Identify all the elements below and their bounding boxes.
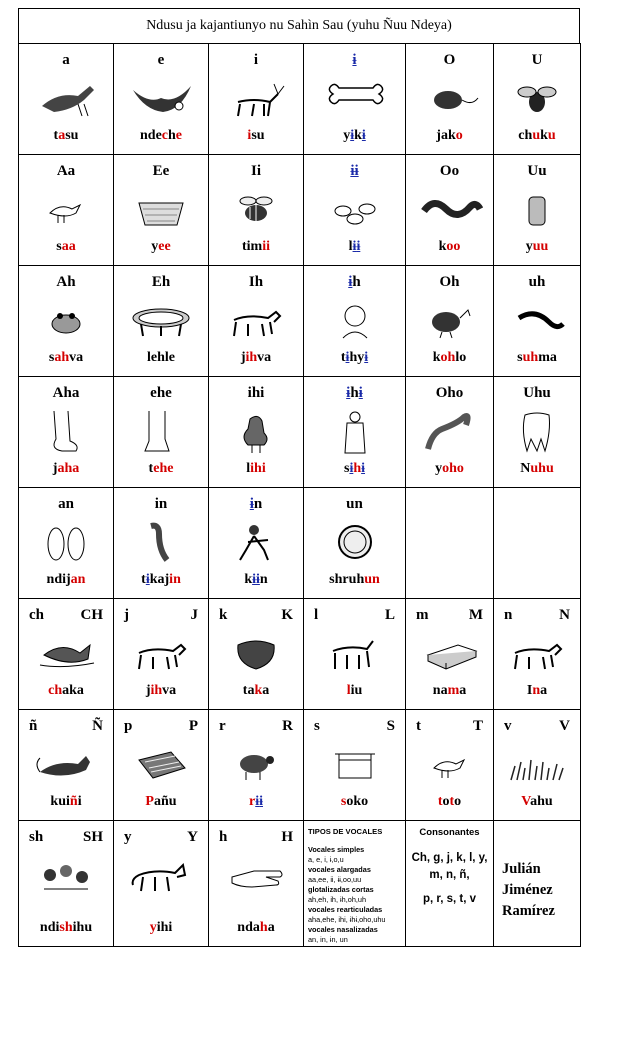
- consonants-title: Consonantes: [419, 827, 480, 838]
- vowel-heading: Aa: [56, 163, 76, 179]
- letter-cell: [494, 266, 581, 377]
- worm-icon: [128, 520, 194, 566]
- deer-icon: [223, 76, 289, 122]
- letter-cell: [19, 44, 114, 155]
- letter-cell: [406, 44, 494, 155]
- vowel-heading: i: [253, 52, 259, 68]
- example-word: ndijan: [46, 572, 86, 587]
- letter-cell: [19, 266, 114, 377]
- example-word: chaka: [48, 683, 84, 698]
- letter-cell: [494, 488, 581, 599]
- lowercase-letter: ñ: [29, 718, 38, 734]
- consonants-cell: [406, 821, 494, 947]
- letter-cell: [304, 266, 406, 377]
- letter-cell: [304, 155, 406, 266]
- lowercase-letter: sh: [29, 829, 44, 845]
- uppercase-letter: J: [190, 607, 198, 623]
- letter-cell: [209, 266, 304, 377]
- example-word: ndeche: [139, 128, 183, 143]
- example-word: jihva: [240, 350, 272, 365]
- consonant-heading: [209, 829, 303, 846]
- example-word: ndishihu: [39, 920, 93, 935]
- fly-icon: [504, 76, 570, 122]
- alphabet-row: [19, 821, 581, 947]
- uppercase-letter: Y: [187, 829, 198, 845]
- mouse-icon: [417, 76, 483, 122]
- example-word: yee: [151, 239, 171, 254]
- example-word: Ina: [526, 683, 548, 698]
- consonants-legend: Consonantes Ch, g, j, k, l, y, m, n, ñ, p, r, s, t, v: [406, 827, 493, 908]
- consonant-heading: [19, 718, 113, 735]
- vowel-heading: ɨn: [249, 496, 263, 512]
- consonant-heading: [19, 607, 113, 624]
- vowel-heading: uh: [528, 274, 546, 290]
- letter-cell: [406, 488, 494, 599]
- lowercase-letter: v: [504, 718, 512, 734]
- uppercase-letter: S: [386, 718, 395, 734]
- example-word: lɨɨ: [348, 239, 361, 254]
- letter-cell: [209, 488, 304, 599]
- example-word: nama: [432, 683, 467, 698]
- vowel-heading: Uu: [527, 163, 547, 179]
- lowercase-letter: j: [124, 607, 129, 623]
- example-word: Nuhu: [520, 461, 554, 476]
- letter-cell: [19, 821, 114, 947]
- example-word: isu: [247, 128, 265, 143]
- vowel-heading: ehe: [150, 385, 172, 401]
- letter-cell: [304, 377, 406, 488]
- rope-icon: [417, 409, 483, 455]
- vowel-heading: Uhu: [523, 385, 551, 401]
- uppercase-letter: R: [282, 718, 293, 734]
- dog-icon: [504, 631, 570, 677]
- letter-cell: [304, 44, 406, 155]
- letter-cell: [114, 155, 209, 266]
- nest-icon: [223, 631, 289, 677]
- uppercase-letter: Ñ: [92, 718, 103, 734]
- letter-cell: [19, 488, 114, 599]
- vowel-heading: Oho: [435, 385, 464, 401]
- author-cell: [494, 821, 581, 947]
- letter-cell: [209, 155, 304, 266]
- vowel-types-legend: TIPOS DE VOCALES Vocales simples a, e, i, ɨ,o,u vocales alargadas aa,ee, ii, ɨɨ,oo,uu glotalizadas cortas ah,eh, ih, ɨh,oh,uh vocales rearticuladas aha,ehe, ihi, ɨhɨ,oho,uhu vocales nasalizadas an, in, ɨn, un: [308, 827, 402, 945]
- uppercase-letter: K: [281, 607, 293, 623]
- letter-cell: [406, 377, 494, 488]
- eagle-icon: [128, 76, 194, 122]
- letter-cell: [19, 155, 114, 266]
- alphabet-row: [19, 377, 581, 488]
- example-word: jaha: [52, 461, 80, 476]
- foot-icon: [33, 409, 99, 455]
- letter-cell: [494, 377, 581, 488]
- bee-icon: [223, 187, 289, 233]
- consonant-heading: [406, 718, 493, 735]
- lowercase-letter: n: [504, 607, 513, 623]
- letter-cell: [406, 155, 494, 266]
- consonant-heading: [209, 607, 303, 624]
- consonant-heading: [494, 718, 580, 735]
- vowel-heading: Oh: [439, 274, 460, 290]
- lowercase-letter: y: [124, 829, 132, 845]
- alphabet-row: [19, 155, 581, 266]
- uppercase-letter: H: [281, 829, 293, 845]
- example-word: kohlo: [432, 350, 467, 365]
- letter-cell: [19, 377, 114, 488]
- consonant-heading: [304, 718, 405, 735]
- hoof-icon: [128, 409, 194, 455]
- chicks-icon: [322, 187, 388, 233]
- example-word: yuu: [525, 239, 549, 254]
- example-word: Vahu: [521, 794, 553, 809]
- lowercase-letter: p: [124, 718, 133, 734]
- example-word: tasu: [53, 128, 79, 143]
- page-title: Ndusu ja kajantiunyo nu Sahìn Sau (yuhu Ñuu Ndeya): [18, 8, 580, 43]
- uppercase-letter: N: [559, 607, 570, 623]
- grass-icon: [504, 742, 570, 788]
- letter-cell: [494, 44, 581, 155]
- soap-icon: [417, 631, 483, 677]
- sandals-icon: [33, 520, 99, 566]
- lowercase-letter: ch: [29, 607, 44, 623]
- vowel-heading: a: [62, 52, 70, 68]
- hand-icon: [223, 853, 289, 899]
- letter-cell: [114, 377, 209, 488]
- example-word: sɨhɨ: [343, 461, 366, 476]
- example-word: liu: [346, 683, 363, 698]
- example-word: suhma: [517, 350, 557, 365]
- alphabet-row: [19, 266, 581, 377]
- example-word: yɨkɨ: [343, 128, 366, 143]
- bone-icon: [322, 76, 388, 122]
- example-word: toto: [437, 794, 462, 809]
- example-word: koo: [438, 239, 461, 254]
- uppercase-letter: M: [468, 607, 483, 623]
- lowercase-letter: k: [219, 607, 228, 623]
- fox-icon: [128, 853, 194, 899]
- snake-icon: [417, 187, 483, 233]
- basket-icon: [128, 187, 194, 233]
- man-icon: [322, 298, 388, 344]
- example-word: saa: [56, 239, 76, 254]
- vowel-heading: ihi: [247, 385, 265, 401]
- uppercase-letter: V: [559, 718, 570, 734]
- vowel-heading: Ee: [152, 163, 170, 179]
- vowel-heading: O: [443, 52, 456, 68]
- uppercase-letter: P: [188, 718, 198, 734]
- vowel-heading: Oo: [439, 163, 460, 179]
- tail-icon: [504, 298, 570, 344]
- lowercase-letter: s: [314, 718, 320, 734]
- example-word: lihi: [246, 461, 266, 476]
- consonant-heading: [209, 718, 303, 735]
- letter-cell: [209, 821, 304, 947]
- example-word: kɨɨn: [244, 572, 268, 587]
- letter-cell: [114, 710, 209, 821]
- example-word: sahva: [48, 350, 84, 365]
- vowel-heading: in: [154, 496, 168, 512]
- example-word: lehle: [146, 350, 175, 365]
- uppercase-letter: T: [472, 718, 483, 734]
- stone-icon: [504, 187, 570, 233]
- vowel-heading: an: [58, 496, 74, 512]
- letter-cell: [209, 44, 304, 155]
- alphabet-row: [19, 44, 581, 155]
- dog-icon: [128, 631, 194, 677]
- letter-cell: [494, 599, 581, 710]
- example-word: tehe: [148, 461, 174, 476]
- example-word: tɨhyɨ: [340, 350, 369, 365]
- bird-icon: [33, 187, 99, 233]
- coin-icon: [322, 520, 388, 566]
- consonant-heading: [114, 607, 208, 624]
- example-word: soko: [340, 794, 369, 809]
- letter-cell: [209, 710, 304, 821]
- example-word: timii: [241, 239, 270, 254]
- alphabet-row: [19, 488, 581, 599]
- dog-icon: [223, 298, 289, 344]
- uppercase-letter: CH: [80, 607, 103, 623]
- example-word: kuiñi: [50, 794, 82, 809]
- bird-icon: [417, 742, 483, 788]
- worker-icon: [223, 520, 289, 566]
- vowel-heading: Aha: [52, 385, 80, 401]
- letter-cell: [494, 155, 581, 266]
- example-word: chuku: [518, 128, 556, 143]
- vowel-heading: ɨhɨ: [346, 385, 363, 401]
- vowel-heading: Ih: [248, 274, 264, 290]
- letter-cell: [406, 266, 494, 377]
- uppercase-letter: SH: [82, 829, 103, 845]
- consonant-heading: [114, 829, 208, 846]
- fish-icon: [33, 631, 99, 677]
- letter-cell: [494, 710, 581, 821]
- letter-cell: [19, 599, 114, 710]
- vowel-heading: ɨɨ: [350, 163, 359, 179]
- animals-icon: [33, 853, 99, 899]
- letter-cell: [406, 599, 494, 710]
- vowel-heading: ɨ: [352, 52, 357, 68]
- lowercase-letter: t: [416, 718, 421, 734]
- well-icon: [322, 742, 388, 788]
- consonant-heading: [406, 607, 493, 624]
- lowercase-letter: h: [219, 829, 228, 845]
- goat-icon: [322, 631, 388, 677]
- vowel-types-cell: [304, 821, 406, 947]
- vowel-heading: e: [157, 52, 165, 68]
- example-word: tɨkajin: [141, 572, 181, 587]
- tooth-icon: [504, 409, 570, 455]
- letter-cell: [114, 44, 209, 155]
- turkey-icon: [417, 298, 483, 344]
- lowercase-letter: m: [416, 607, 429, 623]
- vowel-heading: ɨh: [348, 274, 361, 290]
- example-word: jihva: [145, 683, 177, 698]
- author-name: Julián Jiménez Ramírez: [502, 861, 555, 919]
- consonant-heading: [304, 607, 405, 624]
- alphabet-row: [19, 710, 581, 821]
- letter-cell: [304, 710, 406, 821]
- letter-cell: [114, 488, 209, 599]
- rooster-icon: [223, 409, 289, 455]
- consonant-heading: [114, 718, 208, 735]
- example-word: yihi: [149, 920, 173, 935]
- blanket-icon: [128, 742, 194, 788]
- letter-cell: [114, 821, 209, 947]
- sheep-icon: [223, 742, 289, 788]
- letter-cell: [114, 266, 209, 377]
- letter-cell: [209, 599, 304, 710]
- alphabet-sheet: [18, 8, 580, 947]
- woman-icon: [322, 409, 388, 455]
- hawk-icon: [33, 76, 99, 122]
- comal-icon: [128, 298, 194, 344]
- alphabet-table: [18, 43, 581, 947]
- example-word: jako: [436, 128, 463, 143]
- vowel-heading: Ah: [56, 274, 76, 290]
- letter-cell: [209, 377, 304, 488]
- letter-cell: [114, 599, 209, 710]
- example-word: yoho: [435, 461, 464, 476]
- cat-icon: [33, 742, 99, 788]
- example-word: taka: [242, 683, 270, 698]
- example-word: ndaha: [237, 920, 275, 935]
- letter-cell: [19, 710, 114, 821]
- vowel-heading: un: [346, 496, 363, 512]
- vowel-heading: Eh: [151, 274, 171, 290]
- example-word: Pañu: [145, 794, 177, 809]
- vowel-heading: U: [531, 52, 543, 68]
- vowel-heading: Ii: [250, 163, 261, 179]
- example-word: shruhun: [329, 572, 380, 587]
- lowercase-letter: l: [314, 607, 319, 623]
- uppercase-letter: L: [384, 607, 395, 623]
- example-word: rɨɨ: [249, 794, 263, 809]
- consonant-heading: [19, 829, 113, 846]
- letter-cell: [304, 488, 406, 599]
- lowercase-letter: r: [219, 718, 226, 734]
- consonant-heading: [494, 607, 580, 624]
- letter-cell: [406, 710, 494, 821]
- alphabet-row: [19, 599, 581, 710]
- frog-icon: [33, 298, 99, 344]
- letter-cell: [304, 599, 406, 710]
- vowel-types-title: TIPOS DE VOCALES: [308, 827, 383, 836]
